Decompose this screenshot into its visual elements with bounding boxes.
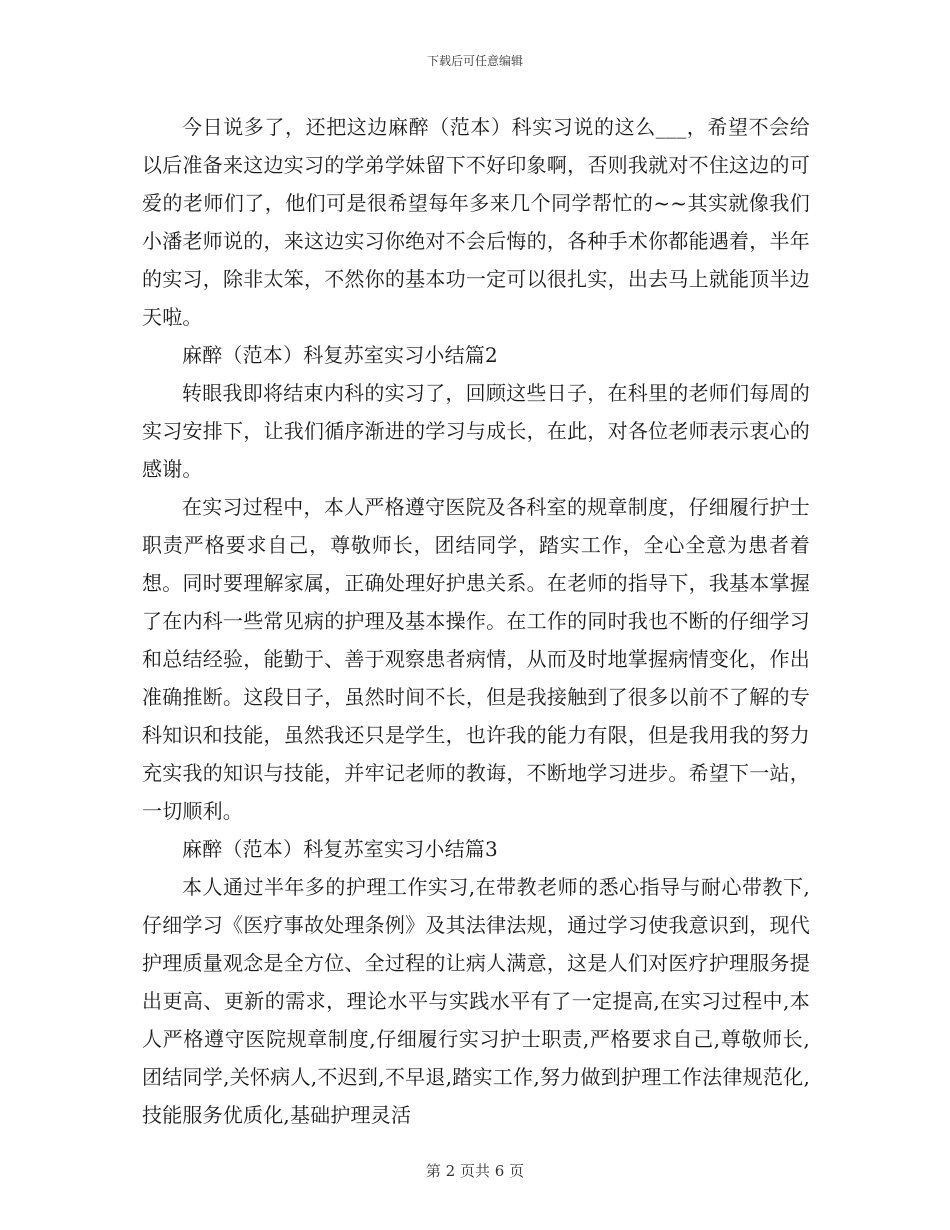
paragraph-1: 今日说多了，还把这边麻醉（范本）科实习说的这么___，希望不会给以后准备来这边实习的学弟学妹留下不好印象啊，否则我就对不住这边的可爱的老师们了，他们可是很希望每年多来几个同学帮忙的~~其实就像我们小潘老师说的，来这边实习你绝对不会后悔的，各种手术你都能遇着，半年的实习，除非太笨，不然你的基本功一定可以很扎实，出去马上就能顶半边天啦。 (142, 115, 810, 329)
section-heading-2: 麻醉（范本）科复苏室实习小结篇2 (182, 343, 498, 367)
paragraph-3: 在实习过程中，本人严格遵守医院及各科室的规章制度，仔细履行护士职责严格要求自己，尊敬师长，团结同学，踏实工作，全心全意为患者着想。同时要理解家属，正确处理好护患关系。在老师的指导下，我基本掌握了在内科一些常见病的护理及基本操作。在工作的同时我也不断的仔细学习和总结经验，能勤于、善于观察患者病情，从而及时地掌握病情变化，作出准确推断。这段日子，虽然时间不长，但是我接触到了很多以前不了解的专科知识和技能，虽然我还只是学生，也许我的能力有限，但是我用我的努力充实我的知识与技能，并牢记老师的教诲，不断地学习进步。希望下一站，一切顺利。 (142, 495, 810, 823)
section-heading-3: 麻醉（范本）科复苏室实习小结篇3 (182, 837, 498, 861)
paragraph-4: 本人通过半年多的护理工作实习,在带教老师的悉心指导与耐心带教下,仔细学习《医疗事故处理条例》及其法律法规，通过学习使我意识到，现代护理质量观念是全方位、全过程的让病人满意，这是人们对医疗护理服务提出更高、更新的需求，理论水平与实践水平有了一定提高,在实习过程中,本人严格遵守医院规章制度,仔细履行实习护士职责,严格要求自己,尊敬师长,团结同学,关怀病人,不迟到,不早退,踏实工作,努力做到护理工作法律规范化,技能服务优质化,基础护理灵活 (142, 875, 810, 1127)
page-footer: 第 2 页共 6 页 (425, 1162, 525, 1180)
paragraph-2: 转眼我即将结束内科的实习了，回顾这些日子，在科里的老师们每周的实习安排下，让我们循序渐进的学习与成长，在此，对各位老师表示衷心的感谢。 (142, 381, 810, 481)
document-body (142, 108, 810, 1134)
page-header: 下载后可任意编辑 (426, 54, 523, 68)
